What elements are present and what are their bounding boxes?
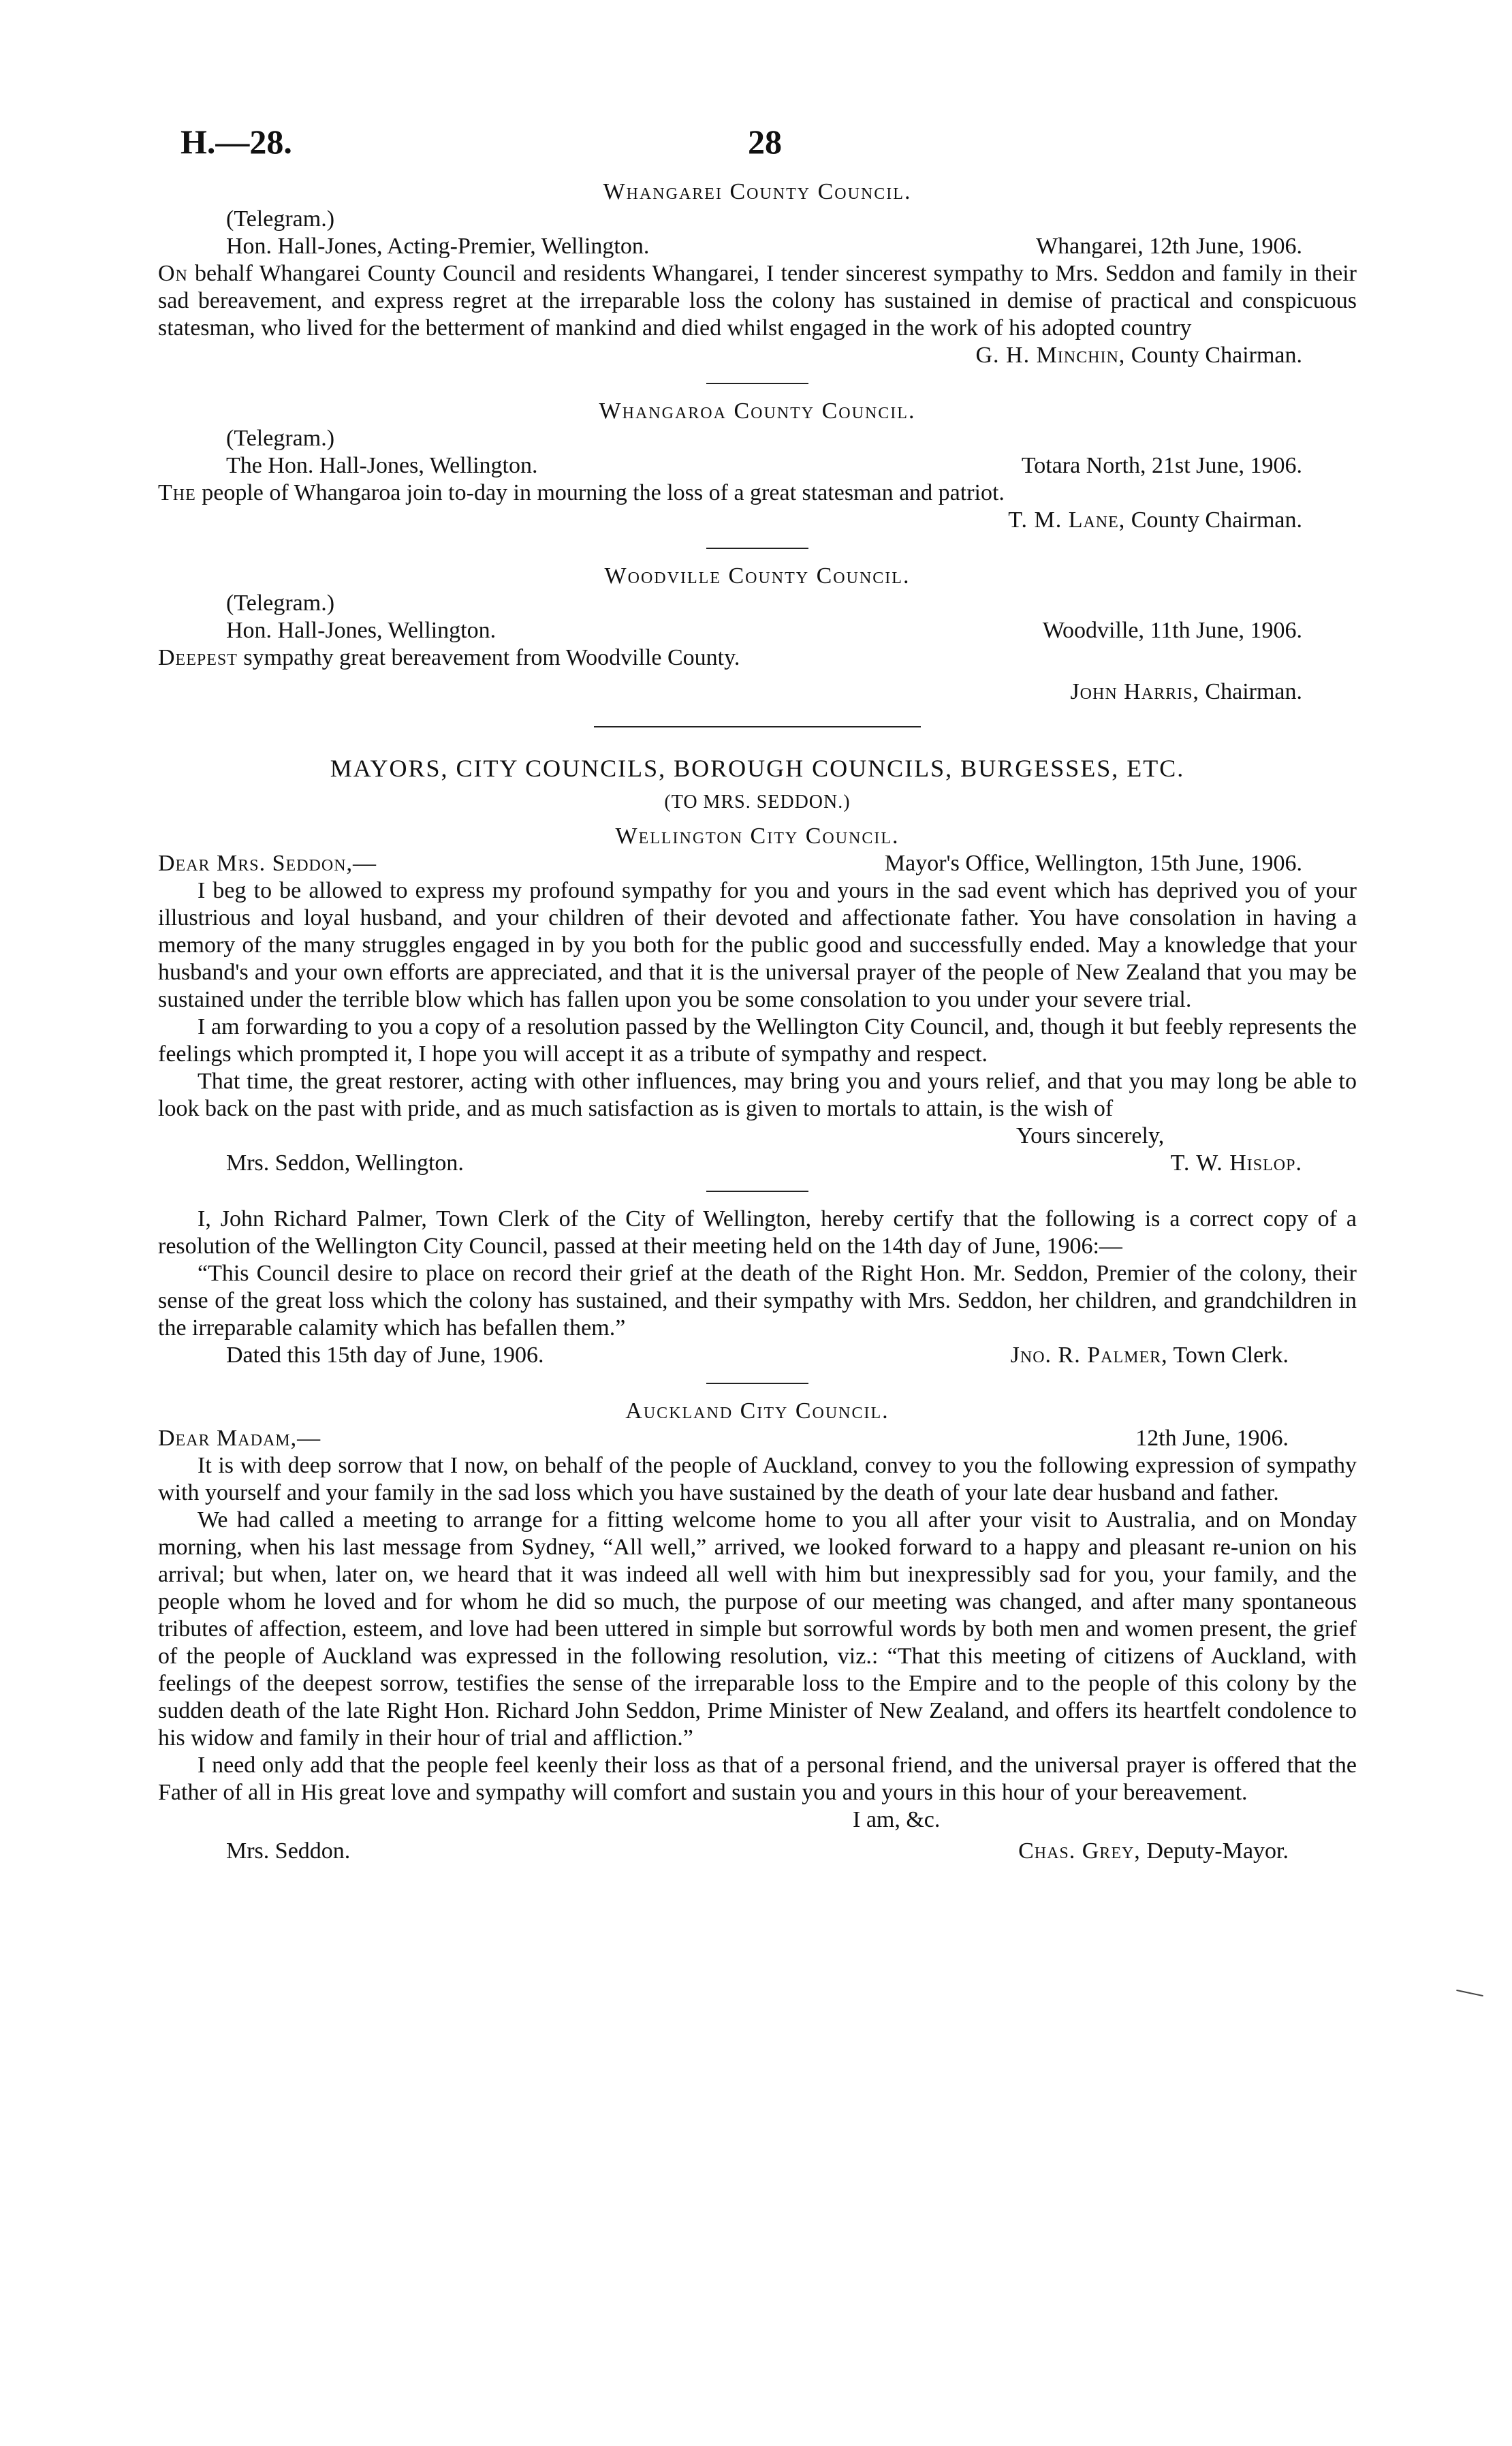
divider [706,548,808,549]
signature-title: Town Clerk. [1167,1343,1289,1368]
section-heading: Auckland City Council. [625,1398,889,1424]
section-divider [594,726,921,727]
salutation: Dear Mrs. Seddon,— [158,851,377,876]
signature-name: T. W. Hislop. [1170,1150,1302,1176]
letter-header [158,1425,1357,1452]
paragraph: I need only add that the people feel keenly their loss as that of a personal friend, and the universal prayer is offered that the Father of all in His great love and sympathy will comfort and sustain you and yours in this hour of your bereavement. [158,1753,1357,1805]
wellington-letter [158,823,1357,1369]
divider [706,1191,808,1192]
page-number: 28 [748,123,782,161]
place-date: Mayor's Office, Wellington, 15th June, 1906. [884,851,1302,876]
section-heading: Whangarei County Council. [603,179,912,204]
dated: Dated this 15th day of June, 1906. [226,1343,544,1368]
paragraph: I beg to be allowed to express my profound sympathy for you and yours in the sad event which has deprived you of your illustrious and loyal husband, and your children of their devoted and affectionate father. You have consolation in having a memory of the many struggles engaged in by you both for the public good and successfully ended. May a knowledge that your husband's and your own efforts are appreciated, and that it is the universal prayer of the people of New Zealand that you may be sustained under the terrible blow which has fallen upon you be some consolation to you under your severe trial. [158,878,1357,1012]
addressee: Mrs. Seddon. [226,1838,351,1864]
closing: I am, &c. [853,1807,941,1832]
telegram-body [158,260,1357,342]
resolution-quote: “This Council desire to place on record their grief at the death of the Right Hon. Mr. Seddon, Premier of the colony, their sense of the great loss which the colony has sustained, and their sympathy with Mrs. Seddon, her children, and grandchildren in the irreparable calamity which has befallen them.” [158,1261,1357,1340]
telegram-body [158,644,1357,672]
recipient: Hon. Hall-Jones, Wellington. [226,618,497,643]
signature-name: Jno. R. Palmer, [1010,1343,1168,1368]
telegram-label: (Telegram.) [226,426,335,451]
main-heading: MAYORS, CITY COUNCILS, BOROUGH COUNCILS, BURGESSES, ETC. [330,755,1185,782]
recipient: Hon. Hall-Jones, Acting-Premier, Wellington. [226,234,650,259]
lead-word: The [158,480,196,505]
telegram-label: (Telegram.) [226,591,335,616]
body-text: sympathy great bereavement from Woodville County. [237,645,740,670]
woodville-telegram [158,563,1357,706]
signature-title: County Chairman. [1125,343,1302,368]
letter-header [158,850,1357,877]
body-text: people of Whangaroa join to-day in mourning the loss of a great statesman and patriot. [195,480,1005,505]
paragraph: It is with deep sorrow that I now, on behalf of the people of Auckland, convey to you the following expression of sympathy with yourself and your family in the sad loss which you have sustained by the death of your late dear husband and father. [158,1453,1357,1505]
signature-name: G. H. Minchin, [975,343,1126,368]
page-content [158,178,1357,1865]
place-date: Whangarei, 12th June, 1906. [1036,234,1302,259]
telegram-body [158,480,1357,507]
addressee: Mrs. Seddon, Wellington. [226,1150,464,1176]
signature [158,342,1357,369]
divider [706,383,808,384]
signature-line [158,1150,1357,1177]
address-line [158,617,1357,644]
sub-heading: (TO MRS. SEDDON.) [664,791,851,813]
signature-title: County Chairman. [1125,507,1302,533]
signature [158,507,1357,534]
clerk-signature [1011,1342,1357,1369]
address-line [158,233,1357,260]
divider [706,1383,808,1384]
recipient: The Hon. Hall-Jones, Wellington. [226,453,538,478]
place-date: Totara North, 21st June, 1906. [1021,453,1302,478]
signature-name: T. M. Lane, [1008,507,1126,533]
signature-name: Chas. Grey, [1018,1838,1141,1864]
paragraph: I am forwarding to you a copy of a resolution passed by the Wellington City Council, and, though it but feebly represents the feelings which prompted it, I hope you will accept it as a tribute of sympathy and respect. [158,1014,1357,1067]
signature-name: John Harris, [1070,679,1199,704]
margin-mark [1456,1990,1483,1996]
closing: Yours sincerely, [1016,1123,1165,1148]
certification: I, John Richard Palmer, Town Clerk of the City of Wellington, hereby certify that the following is a correct copy of a resolution of the Wellington City Council, passed at their meeting held on the 14th day of June, 1906:— [158,1206,1357,1259]
signature-line [158,1838,1357,1865]
signature-title: Deputy-Mayor. [1140,1838,1289,1864]
paragraph: That time, the great restorer, acting with other influences, may bring you and yours relief, and that you may long be able to look back on the past with pride, and as much satisfaction as is given to mortals to attain, is the wish of [158,1069,1357,1121]
signature-title: Chairman. [1199,679,1302,704]
section-heading: Wellington City Council. [615,824,900,849]
whangarei-telegram [158,178,1357,369]
salutation: Dear Madam,— [158,1426,321,1451]
body-text: behalf Whangarei County Council and residents Whangarei, I tender sincerest sympathy to Mrs. Seddon and family in their sad bereavement, and express regret at the irreparable loss the colony has sustained in demise of practical and conspicuous statesman, who lived for the betterment of mankind and died whilst engaged in the work of his adopted country [158,261,1357,341]
whangaroa-telegram [158,398,1357,534]
section-heading: Woodville County Council. [604,563,911,589]
lead-word: Deepest [158,645,238,670]
signature [1018,1838,1357,1865]
section-heading: Whangaroa County Council. [599,398,916,424]
lead-word: On [158,261,188,286]
date: 12th June, 1906. [1135,1426,1289,1451]
address-line [158,452,1357,480]
document-reference: H.—28. [180,123,292,161]
signature [158,678,1357,706]
auckland-letter [158,1398,1357,1865]
place-date: Woodville, 11th June, 1906. [1042,618,1302,643]
telegram-label: (Telegram.) [226,206,335,232]
dated-line [158,1342,1357,1369]
paragraph: We had called a meeting to arrange for a fitting welcome home to you all after your visit to Australia, and on Monday morning, when his last message from Sydney, “All well,” arrived, we looked forward to a happy and pleasant re-union on his arrival; but when, later on, we heard that it was indeed all well with him but inexpressibly sad for you, your family, and the people whom he loved and for whom he did so much, the purpose of our meeting was changed, and after many spontaneous tributes of affection, esteem, and love had been uttered in simple but sorrowful words by both men and women present, the grief of the people of Auckland was expressed in the following resolution, viz.: “That this meeting of citizens of Auckland, with feelings of the deepest sorrow, testifies the sense of the irreparable loss to the Empire and to the people of this colony by the sudden death of the late Right Hon. Richard John Seddon, Prime Minister of New Zealand, and offers its heartfelt condolence to his widow and family in their hour of trial and affliction.” [158,1507,1357,1751]
